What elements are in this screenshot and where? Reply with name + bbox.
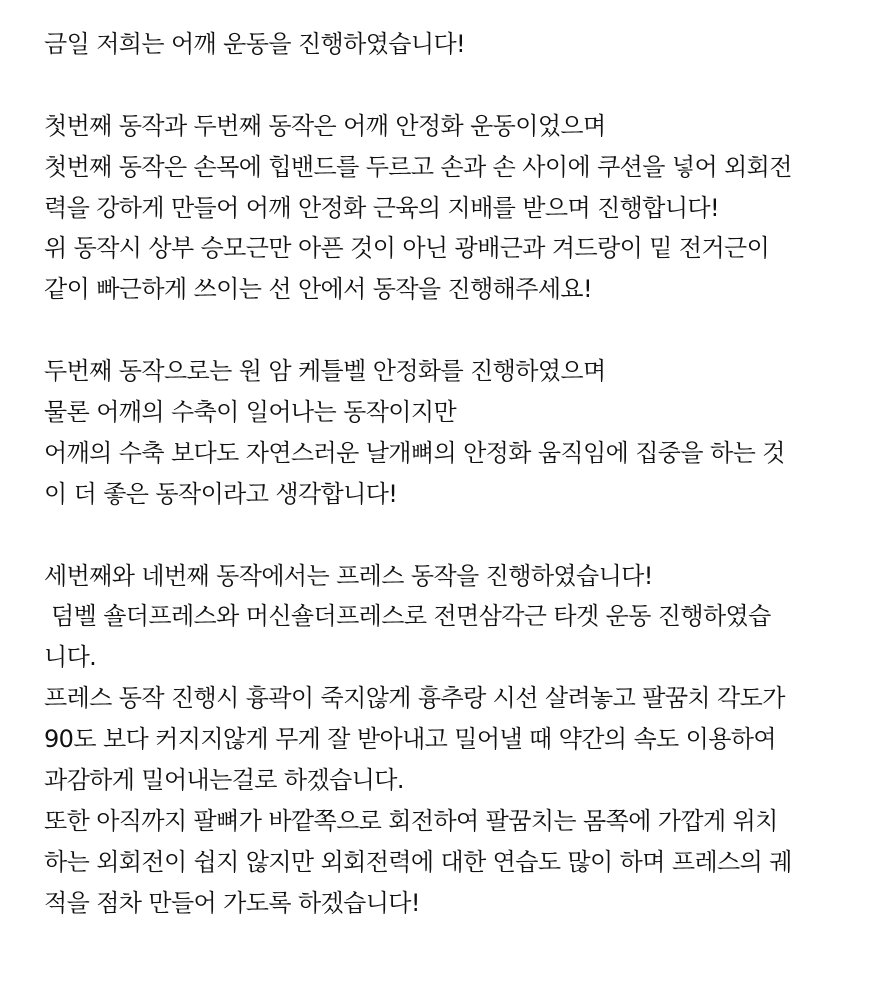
text-line: 덤벨 숄더프레스와 머신숄더프레스로 전면삼각근 타겟 운동 진행하였습 xyxy=(44,602,771,631)
text-line: 두번째 동작으로는 원 암 케틀벨 안정화를 진행하였으며 xyxy=(44,357,606,386)
text-line: 위 동작시 상부 승모근만 아픈 것이 아닌 광배근과 겨드랑이 밑 전거근이 xyxy=(44,234,770,263)
text-line: 물론 어깨의 수축이 일어나는 동작이지만 xyxy=(44,398,457,427)
paragraph-gap xyxy=(44,65,844,106)
text-line: 하는 외회전이 쉽지 않지만 외회전력에 대한 연습도 많이 하며 프레스의 궤 xyxy=(44,847,792,876)
text-line: 세번째와 네번째 동작에서는 프레스 동작을 진행하였습니다! xyxy=(44,561,653,590)
text-line: 첫번째 동작과 두번째 동작은 어깨 안정화 운동이었으며 xyxy=(44,111,606,140)
document-body xyxy=(44,24,844,924)
text-line: 니다. xyxy=(44,643,97,672)
text-line: 이 더 좋은 동작이라고 생각합니다! xyxy=(44,479,398,508)
text-line: 어깨의 수축 보다도 자연스러운 날개뼈의 안정화 움직임에 집중을 하는 것 xyxy=(44,438,785,467)
paragraph-gap xyxy=(44,310,844,351)
text-line: 90도 보다 커지지않게 무게 잘 받아내고 밀어낼 때 약간의 속도 이용하여 xyxy=(44,725,776,754)
text-line: 과감하게 밀어내는걸로 하겠습니다. xyxy=(44,766,404,795)
paragraph-gap xyxy=(44,515,844,556)
text-line: 같이 빠근하게 쓰이는 선 안에서 동작을 진행해주세요! xyxy=(44,275,593,304)
text-line: 첫번째 동작은 손목에 힙밴드를 두르고 손과 손 사이에 쿠션을 넣어 외회전 xyxy=(44,152,792,181)
text-line: 금일 저희는 어깨 운동을 진행하였습니다! xyxy=(44,30,466,58)
text-line: 력을 강하게 만들어 어깨 안정화 근육의 지배를 받으며 진행합니다! xyxy=(44,193,720,222)
text-line: 프레스 동작 진행시 흉곽이 죽지않게 흉추랑 시선 살려놓고 팔꿈치 각도가 xyxy=(44,684,785,713)
text-line: 또한 아직까지 팔뼈가 바깥쪽으로 회전하여 팔꿈치는 몸쪽에 가깝게 위치 xyxy=(44,806,778,835)
text-line: 적을 점차 만들어 가도록 하겠습니다! xyxy=(44,888,420,917)
